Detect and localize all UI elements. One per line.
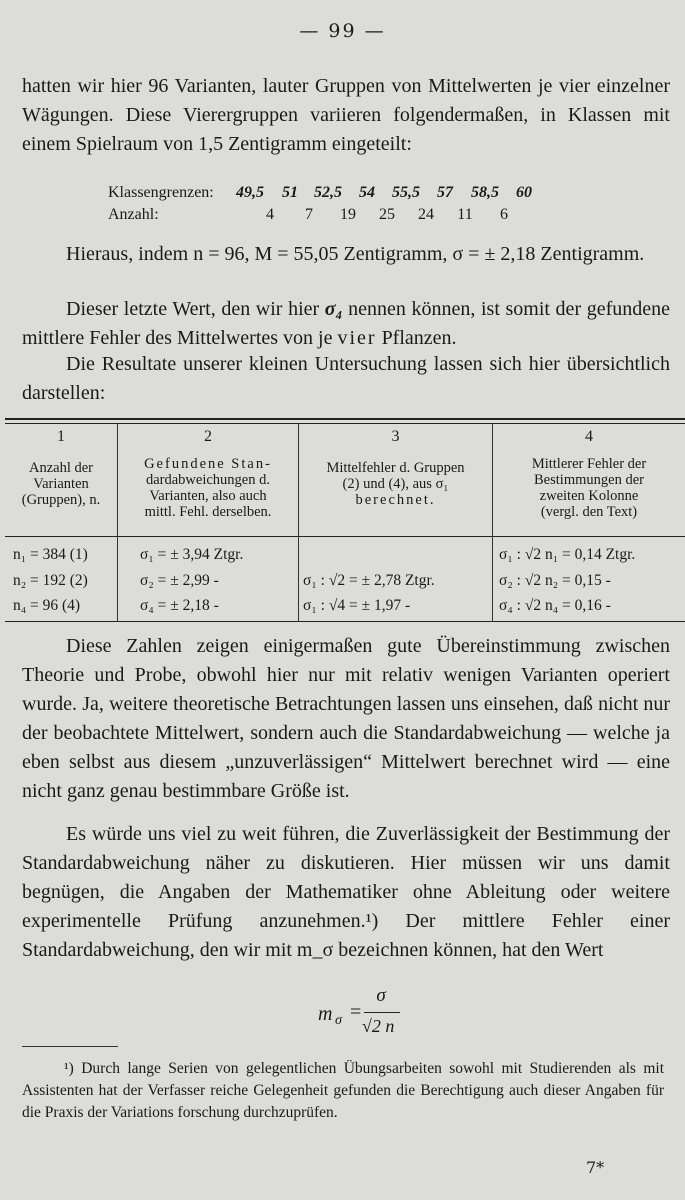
column-number: 2 (204, 428, 212, 445)
class-bound: 52,5 (314, 184, 342, 201)
class-count: 7 (305, 206, 313, 223)
footnote-divider (22, 1046, 118, 1047)
paragraph-intro: hatten wir hier 96 Varianten, lauter Gruppen von Mittelwerten je vier einzelner Wägungen. Diese Vierergruppen variieren folgendermaßen, in Klassen mit einem Spielraum von 1,5 Zentigramm eingeteilt: (22, 75, 670, 155)
class-bound: 55,5 (392, 184, 420, 201)
header-col4: Mittlerer Fehler der Bestimmungen der zweiten Kolonne (vergl. den Text) (531, 456, 647, 520)
formula-numerator: σ (376, 985, 386, 1006)
table-cell: n₄ = 96 (4) (13, 597, 81, 614)
table-cell: σ₂ = ± 2,99 - (140, 572, 219, 589)
sigma4-text-before: Dieser letzte Wert, den wir hier (66, 298, 325, 320)
class-count: 6 (500, 206, 508, 223)
table-cell: σ₄ : √2 n₄ = 0,16 - (499, 597, 611, 614)
class-count: 4 (266, 206, 274, 223)
sigma4-text-after: Pflanzen. (376, 327, 457, 349)
class-count: 24 (418, 206, 434, 223)
sheet-signature: 7* (586, 1158, 605, 1177)
class-bound: 57 (437, 184, 453, 201)
table-cell: σ₁ : √2 = ± 2,78 Ztgr. (303, 572, 435, 589)
table-cell: σ₁ = ± 3,94 Ztgr. (140, 546, 244, 563)
class-count: 11 (457, 206, 473, 223)
table-cell: σ₁ : √2 n₁ = 0,14 Ztgr. (499, 546, 636, 563)
column-number: 4 (585, 428, 593, 445)
formula-equals: = (350, 1001, 362, 1023)
column-number: 3 (391, 428, 400, 445)
formula-denominator: √2 n (362, 1016, 395, 1036)
class-bound: 51 (282, 184, 298, 201)
klassengrenzen-label: Klassengrenzen: (108, 184, 214, 201)
header-col1: Anzahl der Varianten (Gruppen), n. (21, 460, 101, 508)
class-bound: 54 (359, 184, 375, 201)
footnote: ¹) Durch lange Serien von gelegentlichen Übungsarbeiten sowohl mit Studierenden als mit Assistenten hat der Verfasser reiche Gelegenheit gefunden die Berechtigung auch dieser Angaben für die Praxis der Variations forschung durchzuprüfen. (22, 1060, 664, 1121)
paragraph-diese-zahlen: Diese Zahlen zeigen einigermaßen gute Übereinstimmung zwischen Theorie und Probe, obwohl hier nur mit relativ wenigen Varianten operiert wurde. Ja, weitere theoretische Betrachtungen lassen uns einsehen, daß nicht nur der beobachtete Mittelwert, sondern auch die Standardabweichung — welche ja eben selbst aus diesem „unzuverlässigen“ Mittelwert berechnet wird — eine nicht ganz genau bestimmbare Größe ist. (22, 635, 670, 802)
column-number: 1 (57, 428, 65, 445)
formula-subscript: σ (335, 1013, 342, 1028)
class-bound: 60 (516, 184, 532, 201)
paragraph-resultate: Die Resultate unserer kleinen Untersuchung lassen sich hier übersichtlich darstellen: (22, 353, 670, 404)
anzahl-label: Anzahl: (108, 206, 159, 223)
paragraph-hieraus: Hieraus, indem n = 96, M = 55,05 Zentigramm, σ = ± 2,18 Zentigramm. (66, 243, 645, 265)
class-count: 19 (340, 206, 356, 223)
table-cell: n₂ = 192 (2) (13, 572, 88, 589)
table-cell: σ₁ : √4 = ± 1,97 - (303, 597, 411, 614)
class-bound: 58,5 (471, 184, 499, 201)
table-cell: σ₂ : √2 n₂ = 0,15 - (499, 572, 611, 589)
header-col3: Mittelfehler d. Gruppen (2) und (4), aus σ₁ berechnet. (326, 460, 465, 508)
formula-lhs: m (318, 1003, 333, 1025)
table-cell: n₁ = 384 (1) (13, 546, 88, 563)
sigma4-symbol: σ₄ (324, 298, 343, 320)
results-table (5, 418, 685, 622)
paragraph-sigma4 (22, 295, 670, 353)
page-number: — 99 — (299, 20, 386, 42)
paragraph-es-wuerde: Es würde uns viel zu weit führen, die Zuverlässigkeit der Bestimmung der Standardabweichung näher zu diskutieren. Hier müssen wir uns damit begnügen, die Angaben der Mathematiker ohne Ableitung oder weitere experimentelle Prüfung anzunehmen.¹) Der mittlere Fehler einer Standardabweichung, den wir mit m_σ bezeichnen können, hat den Wert (22, 823, 670, 961)
class-bound: 49,5 (236, 184, 264, 201)
sigma4-text-middle: nennen können, ist somit der gefundene mittlere Fehler des Mittelwertes von je (22, 298, 670, 349)
table-cell: σ₄ = ± 2,18 - (140, 597, 219, 614)
class-count: 25 (379, 206, 395, 223)
header-col2: Gefundene Stan- dardabweichungen d. Varianten, also auch mittl. Fehl. derselben. (144, 456, 272, 520)
spaced-word: vier (337, 327, 377, 349)
